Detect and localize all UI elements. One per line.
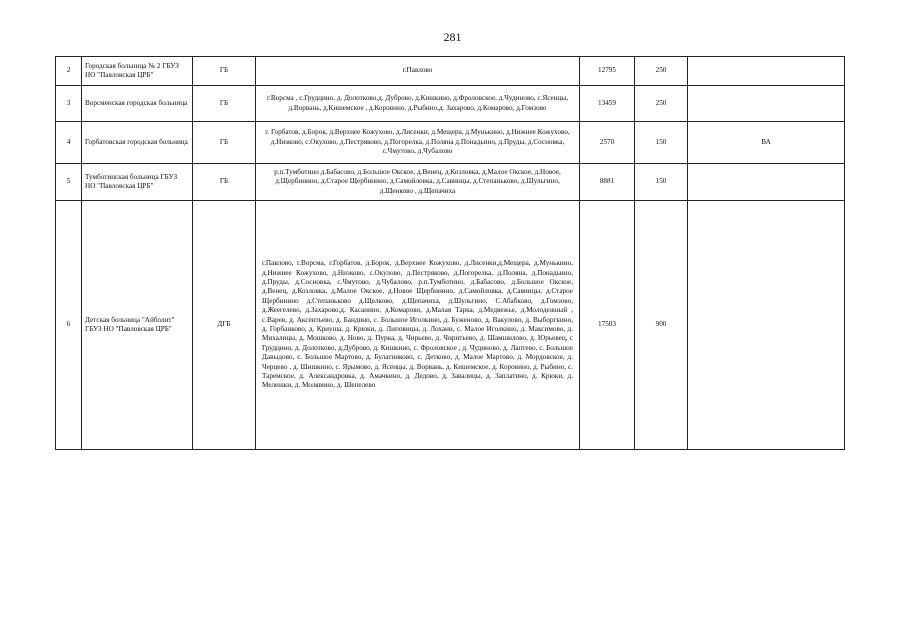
- note-cell: ВА: [688, 122, 845, 164]
- bed-count: 250: [635, 86, 688, 122]
- hospital-name: Ворсменская городская больница: [82, 86, 193, 122]
- note-cell: [688, 86, 845, 122]
- page-number: 281: [443, 30, 462, 44]
- service-territory: р.п.Тумботино д.Бабасово, д.Большое Окское, д.Венец, д.Козловка, д.Малое Окское, д.Новое, д.Щербинино, д.Старое Щербинино, д.Самойловка, д.Савинцы, д.Степаньково, д.Шульгино, д.Щенково , д.Щепачиха: [256, 164, 580, 201]
- bed-count: 150: [635, 122, 688, 164]
- hospital-type: ДГБ: [193, 201, 256, 450]
- row-number: 2: [56, 57, 82, 86]
- service-territory: г. Горбатов, д.Борок, д.Верхнее Кожухово, д.Лисенки, д.Мещера, д.Мунькино, д.Нижнее Кожухово, д.Низково, с.Окулово, д.Пестряково, д.Погорелка, д.Поляна д.Понадьино, д.Пруды, д.Сосновка, с.Чмутово, д.Чубалово: [256, 122, 580, 164]
- hospital-type: ГБ: [193, 164, 256, 201]
- hospital-type: ГБ: [193, 122, 256, 164]
- note-cell: [688, 164, 845, 201]
- row-number: 3: [56, 86, 82, 122]
- population-count: 8881: [580, 164, 635, 201]
- table-row: [56, 86, 845, 122]
- service-territory: г.Павлово, г.Ворсма, г.Горбатов, д.Борок, д.Верхнее Кожухово, д.Лисенки,д.Мещера, д.Мунькино, д.Нижнее Кожухово, д.Низково, с.Окулово, д.Пестряково, д.Погорелка, д.Поляна, д.Понадьино, д.Пруды, д.Сосновка, с.Чмутово, д.Чубалово, р.п.Тумботино, д.Бабасово, д.Большое Окское, д.Венец, д.Козловка, д.Малое Окское, д.Новое Щербинино, д.Самойловка, д.Савинцы, д.Старое Щербинино д.Степаньково д.Щелково, д.Щепачиха, д.Шульгино, С.Абабково, д.Гомзово, д.Жеегелево, д.Захарово,д. Касанино, д.Комарово, д.Малая Тарка, д.Медвежье, д.Молодежный , с.Варев, д. Аксентьево, д. Бандино, с. Большое Иголкино, д. Буженово, д. Вакулово, д. Выборгкино, д. Горбанково, д. Криуша, д. Крюки, д. Липовицы, д. Лохани, с. Малое Иголкино, д. Максимово, д. Михалицы, д. Мошково, д. Ново, д. Пурка, д. Чирьево, д. Чиритьево, д. Шамшилово, д. Юрьевец, с Грудцино, д. Долотково, д.Дуброво, д. Кишкино, с. Фроловское , д. Чудиново, д. Лаптево, с. Большое Давыдово, с. Большое Мартово, д. Булатниково, с. Детково, д. Малое Мартово, д. Мордовское, д. Черцево , д. Шишкино, с. Ярымово, д. Ясенцы, д. Ворвань, д. Кишемское, д. Коровино, д. Рыбино, с. Таремское, д. Александровка, д. Амачкино, д. Дедово, д. Завалицы, д. Заплатино, д. Крюки, д. Мелешки, д. Молявино, д. Шепелево: [256, 201, 580, 450]
- bed-count: 150: [635, 164, 688, 201]
- population-count: 13459: [580, 86, 635, 122]
- note-cell: [688, 57, 845, 86]
- hospital-table: [55, 56, 845, 450]
- table-row: [56, 164, 845, 201]
- hospital-name: Тумботинская больница ГБУЗ НО "Павловская ЦРБ": [82, 164, 193, 201]
- population-count: 17503: [580, 201, 635, 450]
- row-number: 5: [56, 164, 82, 201]
- hospital-type: ГБ: [193, 86, 256, 122]
- hospital-name: Детская больница "Айболит" ГБУЗ НО "Павловская ЦРБ": [82, 201, 193, 450]
- note-cell: [688, 201, 845, 450]
- table-row: [56, 57, 845, 86]
- population-count: 2570: [580, 122, 635, 164]
- row-number: 6: [56, 201, 82, 450]
- hospital-name: Городская больница № 2 ГБУЗ НО "Павловская ЦРБ": [82, 57, 193, 86]
- service-territory: г.Ворсма , с.Грудцино, д. Долотково,д. Дуброво, д.Кишкино, д.Фроловское, д.Чудиново, с.Ясенцы, д.Ворвань, д.Кишемское , д.Коровино, д.Рыбино,д. Захарово, д.Комарово, д.Гомзово: [256, 86, 580, 122]
- hospital-type: ГБ: [193, 57, 256, 86]
- row-number: 4: [56, 122, 82, 164]
- bed-count: 900: [635, 201, 688, 450]
- hospital-name: Горбатовская городская больница: [82, 122, 193, 164]
- bed-count: 250: [635, 57, 688, 86]
- table-row: [56, 201, 845, 450]
- table-row: [56, 122, 845, 164]
- population-count: 12795: [580, 57, 635, 86]
- service-territory: г.Павлово: [256, 57, 580, 86]
